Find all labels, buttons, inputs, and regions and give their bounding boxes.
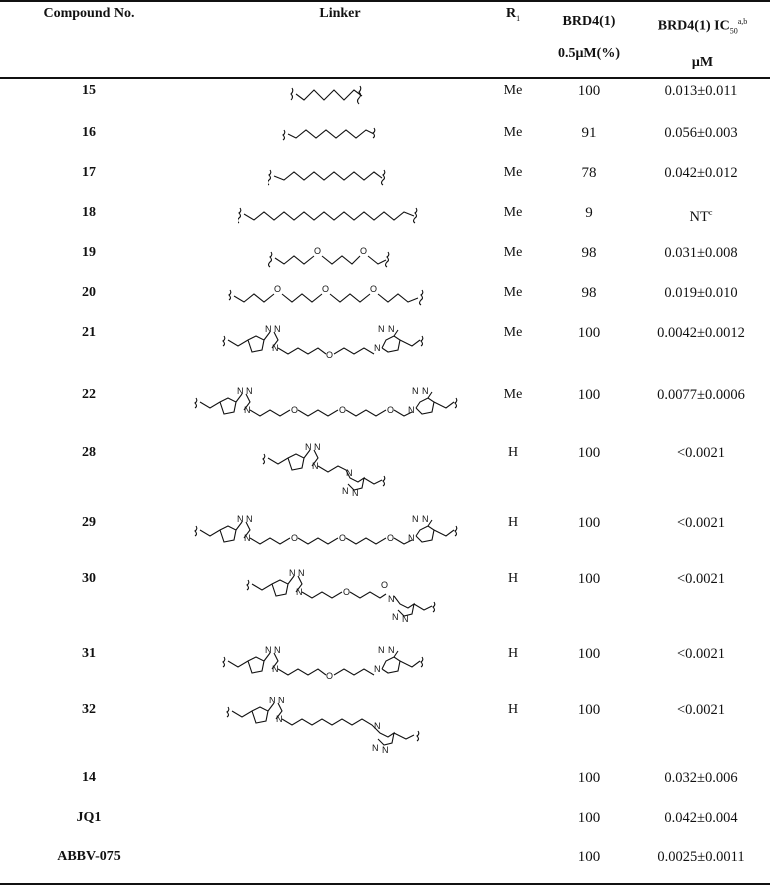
nitrogen-atom: N xyxy=(269,697,276,705)
brd4-percent: 100 xyxy=(577,646,601,662)
r1-value: Me xyxy=(503,205,523,220)
nitrogen-atom: N xyxy=(274,645,281,655)
r1-value: H xyxy=(507,445,519,460)
nitrogen-atom: N xyxy=(265,645,272,655)
nitrogen-atom: N xyxy=(372,743,379,753)
brd4-percent: 100 xyxy=(577,445,601,461)
header-ic50-line1: BRD4(1) $IC_{50}^{a,b}$ xyxy=(657,17,748,36)
nitrogen-atom: N xyxy=(374,721,381,731)
nitrogen-atom: N xyxy=(272,664,279,674)
nitrogen-atom: N xyxy=(237,514,244,524)
r1-value: Me xyxy=(503,285,523,300)
oxygen-atom: O xyxy=(326,350,334,360)
oxygen-atom: O xyxy=(339,533,347,543)
brd4-percent: 100 xyxy=(577,702,601,718)
nitrogen-atom: N xyxy=(412,386,419,396)
nitrogen-atom: N xyxy=(314,442,321,452)
r1-value: Me xyxy=(503,387,523,402)
r1-value: Me xyxy=(503,325,523,340)
brd4-percent: 78 xyxy=(581,165,597,181)
linker-structure xyxy=(238,204,428,228)
nitrogen-atom: N xyxy=(237,386,244,396)
brd4-percent: 100 xyxy=(577,515,601,531)
ic50-value: <0.0021 xyxy=(676,445,726,461)
header-ic50-unit: μM xyxy=(691,55,714,71)
nitrogen-atom: N xyxy=(422,514,429,524)
nitrogen-atom: N xyxy=(392,612,399,622)
compound-id: ABBV-075 xyxy=(57,849,121,864)
nitrogen-atom: N xyxy=(265,324,272,334)
linker-structure xyxy=(228,280,438,310)
linker-structure xyxy=(226,697,446,757)
compound-id: 17 xyxy=(82,165,96,180)
oxygen-atom: O xyxy=(370,284,378,294)
compound-id: JQ1 xyxy=(76,810,102,825)
r1-value: Me xyxy=(503,245,523,260)
compound-id: 15 xyxy=(82,83,96,98)
oxygen-atom: O xyxy=(343,587,351,597)
oxygen-atom: O xyxy=(291,533,299,543)
r1-value: H xyxy=(507,702,519,717)
oxygen-atom: O xyxy=(387,533,395,543)
nitrogen-atom: N xyxy=(305,442,312,452)
brd4-percent: 100 xyxy=(577,387,601,403)
ic50-value: 0.042±0.012 xyxy=(664,165,738,181)
nitrogen-atom: N xyxy=(298,568,305,578)
ic50-value: 0.0025±0.0011 xyxy=(657,849,745,865)
header-brd4-line1: BRD4(1) xyxy=(562,14,616,29)
linker-structure xyxy=(282,124,382,146)
nitrogen-atom: N xyxy=(296,587,303,597)
header-brd4-percent xyxy=(550,6,628,70)
compound-id: 32 xyxy=(82,702,96,717)
nitrogen-atom: N xyxy=(342,486,349,496)
nitrogen-atom: N xyxy=(276,714,283,724)
nitrogen-atom: N xyxy=(244,533,251,543)
ic50-value: $NT^c$ xyxy=(689,208,713,225)
compound-id: 16 xyxy=(82,125,96,140)
ic50-value: 0.0077±0.0006 xyxy=(657,387,745,403)
nitrogen-atom: N xyxy=(422,386,429,396)
header-ic50 xyxy=(640,6,765,79)
r1-value: Me xyxy=(503,165,523,180)
nitrogen-atom: N xyxy=(388,324,395,334)
compound-id: 31 xyxy=(82,646,96,661)
nitrogen-atom: N xyxy=(246,514,253,524)
header-linker: Linker xyxy=(319,6,361,21)
bottom-rule xyxy=(0,883,770,885)
nitrogen-atom: N xyxy=(352,488,359,498)
r1-value: H xyxy=(507,571,519,586)
r1-value: H xyxy=(507,646,519,661)
oxygen-atom: O xyxy=(291,405,299,415)
nitrogen-atom: N xyxy=(274,324,281,334)
nitrogen-atom: N xyxy=(244,405,251,415)
oxygen-atom: O xyxy=(387,405,395,415)
oxygen-atom: O xyxy=(326,671,334,681)
compound-id: 20 xyxy=(82,285,96,300)
linker-structure xyxy=(262,440,412,498)
nitrogen-atom: N xyxy=(278,697,285,705)
header-compound: Compound No. xyxy=(43,6,135,21)
ic50-value: <0.0021 xyxy=(676,646,726,662)
top-rule xyxy=(0,0,770,2)
compound-id: 19 xyxy=(82,245,96,260)
ic50-value: <0.0021 xyxy=(676,571,726,587)
nitrogen-atom: N xyxy=(312,461,319,471)
brd4-percent: 100 xyxy=(577,849,601,865)
nitrogen-atom: N xyxy=(388,645,395,655)
nitrogen-atom: N xyxy=(374,343,381,353)
nitrogen-atom: N xyxy=(346,468,353,478)
brd4-percent: 100 xyxy=(577,810,601,826)
ic50-value: <0.0021 xyxy=(676,515,726,531)
ic50-value: 0.013±0.011 xyxy=(664,83,738,99)
oxygen-atom: O xyxy=(339,405,347,415)
nitrogen-atom: N xyxy=(402,614,409,624)
linker-structure xyxy=(194,508,474,558)
r1-value: Me xyxy=(503,83,523,98)
nitrogen-atom: N xyxy=(408,405,415,415)
brd4-percent: 98 xyxy=(581,285,597,301)
ic50-value: 0.019±0.010 xyxy=(664,285,738,301)
header-r1: $R_1$ xyxy=(505,6,521,23)
brd4-percent: 100 xyxy=(577,571,601,587)
brd4-percent: 100 xyxy=(577,83,601,99)
r1-value: Me xyxy=(503,125,523,140)
nitrogen-atom: N xyxy=(408,533,415,543)
brd4-percent: 98 xyxy=(581,245,597,261)
linker-structure xyxy=(290,82,370,108)
oxygen-atom: O xyxy=(322,284,330,294)
ic50-value: 0.056±0.003 xyxy=(664,125,738,141)
nitrogen-atom: N xyxy=(374,664,381,674)
nitrogen-atom: N xyxy=(289,568,296,578)
linker-structure xyxy=(246,566,446,624)
linker-structure xyxy=(194,380,474,430)
nitrogen-atom: N xyxy=(382,745,389,755)
compound-id: 30 xyxy=(82,571,96,586)
oxygen-atom: O xyxy=(360,246,368,256)
oxygen-atom: O xyxy=(314,246,322,256)
ic50-value: <0.0021 xyxy=(676,702,726,718)
ic50-value: 0.0042±0.0012 xyxy=(657,325,745,341)
linker-structure xyxy=(268,164,396,188)
nitrogen-atom: N xyxy=(412,514,419,524)
compound-id: 22 xyxy=(82,387,96,402)
compound-id: 18 xyxy=(82,205,96,220)
brd4-percent: 100 xyxy=(577,770,601,786)
oxygen-atom: O xyxy=(381,580,389,590)
oxygen-atom: O xyxy=(274,284,282,294)
nitrogen-atom: N xyxy=(246,386,253,396)
nitrogen-atom: N xyxy=(378,324,385,334)
linker-structure xyxy=(222,318,442,368)
ic50-value: 0.042±0.004 xyxy=(664,810,738,826)
nitrogen-atom: N xyxy=(272,343,279,353)
brd4-percent: 100 xyxy=(577,325,601,341)
ic50-value: 0.032±0.006 xyxy=(664,770,738,786)
brd4-percent: 9 xyxy=(585,205,593,221)
linker-structure xyxy=(222,639,442,689)
compound-id: 29 xyxy=(82,515,96,530)
nitrogen-atom: N xyxy=(378,645,385,655)
compound-id: 21 xyxy=(82,325,96,340)
brd4-percent: 91 xyxy=(581,125,597,141)
compound-id: 28 xyxy=(82,445,96,460)
linker-structure xyxy=(268,238,398,272)
ic50-value: 0.031±0.008 xyxy=(664,245,738,261)
r1-value: H xyxy=(507,515,519,530)
nitrogen-atom: N xyxy=(388,594,395,604)
header-brd4-line2: 0.5μM(%) xyxy=(558,46,620,61)
compound-id: 14 xyxy=(82,770,96,785)
